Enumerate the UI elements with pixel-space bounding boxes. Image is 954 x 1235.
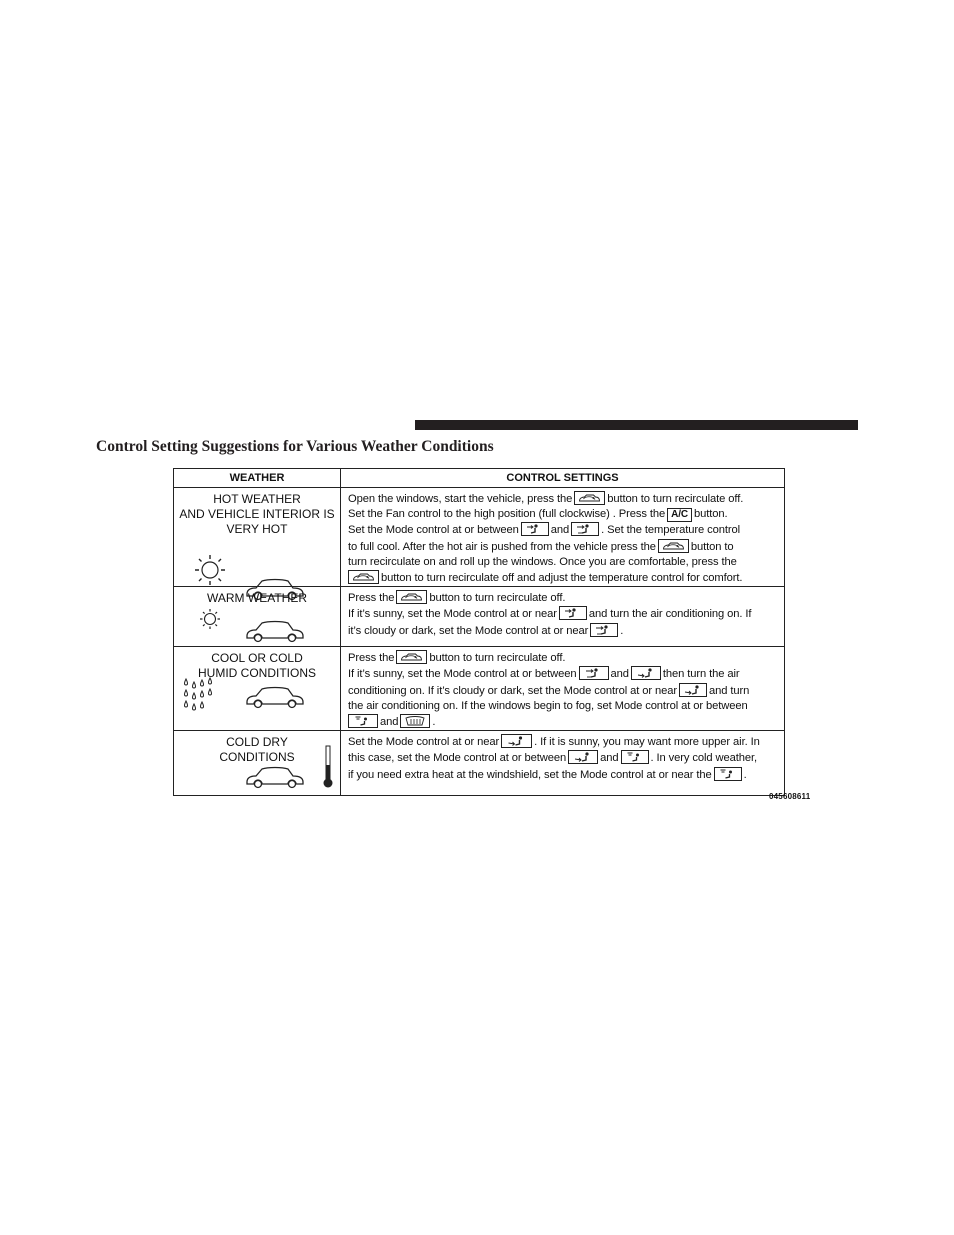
table-row [174,587,785,647]
car-icon [244,765,306,789]
instruction-text: . Set the temperature control [601,524,740,537]
bilevel-mode-icon [590,623,618,637]
weather-line: COLD DRY [226,735,288,750]
instruction-text: conditioning on. If it’s cloudy or dark, set the Mode control at or near [348,684,678,697]
instruction-text: . If it is sunny, you may want more upper air. In [534,736,760,749]
recirculation-icon [348,570,379,584]
instruction-text: and [600,752,619,765]
page-heading: Control Setting Suggestions for Various Weather Conditions [96,438,494,455]
instruction-text: . [743,768,747,781]
instruction-text: and [380,716,399,729]
bilevel-mode-icon [579,666,609,680]
defrost-mode-icon [400,714,430,728]
instruction-text: then turn the air [662,668,740,681]
instruction-text: button to turn recirculate off. [429,592,566,605]
instruction-text: . [620,624,624,637]
table-row [174,647,785,731]
mix-mode-icon [621,750,649,764]
mix-mode-icon [714,767,742,781]
instruction-text: it’s cloudy or dark, set the Mode control at or near [348,624,589,637]
mix-mode-icon [348,714,378,728]
instruction-text: and turn [709,684,750,697]
instruction-text: and [610,668,629,681]
weather-line: CONDITIONS [219,750,295,765]
instruction-text: Set the Mode control at or near [348,736,500,749]
floor-mode-icon [631,666,661,680]
instruction-text: button to turn recirculate off. [607,493,744,505]
thermometer-icon [322,745,334,789]
instruction-text: the air conditioning on. If the windows begin to fog, set Mode control at or between [348,699,748,712]
instruction-text: button to turn recirculate off. [429,652,566,665]
instruction-text: Open the windows, start the vehicle, press the [348,493,573,505]
control-cell-cool-humid [341,647,785,731]
panel-mode-icon [559,606,587,620]
instruction-text: turn recirculate on and roll up the windows. Once you are comfortable, press the [348,555,737,568]
instruction-text: . In very cold weather, [650,752,758,765]
car-icon [244,685,306,709]
floor-mode-icon [501,734,532,748]
ac-button-icon: A/C [667,508,692,522]
instruction-text: Press the [348,592,395,605]
weather-cell-cold-dry [174,731,341,796]
instruction-text: and [550,524,570,537]
weather-line: COOL OR COLD [211,651,303,666]
control-cell-cold-dry [341,731,785,796]
instruction-text: . [432,716,436,729]
control-settings-table [173,468,785,796]
recirculation-icon [396,590,427,604]
recirculation-icon [658,539,689,553]
weather-line: AND VEHICLE INTERIOR IS [179,507,335,521]
bilevel-mode-icon [571,522,599,536]
weather-line: HUMID CONDITIONS [198,666,316,681]
sun-icon [190,552,230,588]
instruction-text: Set the Mode control at or between [348,524,519,537]
table-row [174,731,785,796]
floor-mode-icon [679,683,707,697]
figure-code: 045608611 [769,792,811,801]
control-cell-hot [341,488,785,587]
instruction-text: and turn the air conditioning on. If [588,608,752,621]
weather-cell-hot [174,488,341,587]
recirculation-icon [574,491,605,505]
sun-icon [198,607,222,631]
instruction-text: this case, set the Mode control at or between [348,752,567,765]
panel-mode-icon [521,522,549,536]
weather-cell-warm [174,587,341,647]
weather-cell-cool-humid [174,647,341,731]
instruction-text: Press the [348,652,395,665]
weather-line: VERY HOT [226,522,288,536]
car-icon [244,619,306,643]
instruction-text: to full cool. After the hot air is pushed from the vehicle press the [348,540,656,553]
instruction-text: If it’s sunny, set the Mode control at or between [348,668,577,681]
raindrops-icon [182,675,218,715]
recirculation-icon [396,650,427,664]
table-row [174,488,785,587]
floor-mode-icon [568,750,598,764]
control-settings-column-header: CONTROL SETTINGS [341,469,785,488]
control-cell-warm [341,587,785,647]
instruction-text: Set the Fan control to the high position (full clockwise) . Press the [348,508,666,521]
weather-line: WARM WEATHER [207,591,307,606]
instruction-text: if you need extra heat at the windshield, set the Mode control at or near the [348,768,712,781]
instruction-text: button. [694,508,728,521]
table-header-row [174,469,785,488]
instruction-text: If it’s sunny, set the Mode control at or near [348,608,557,621]
instruction-text: button to turn recirculate off and adjust the temperature control for comfort. [381,572,743,585]
section-rule [415,420,858,430]
weather-column-header: WEATHER [174,469,341,488]
instruction-text: button to [690,540,734,553]
weather-line: HOT WEATHER [213,492,301,506]
